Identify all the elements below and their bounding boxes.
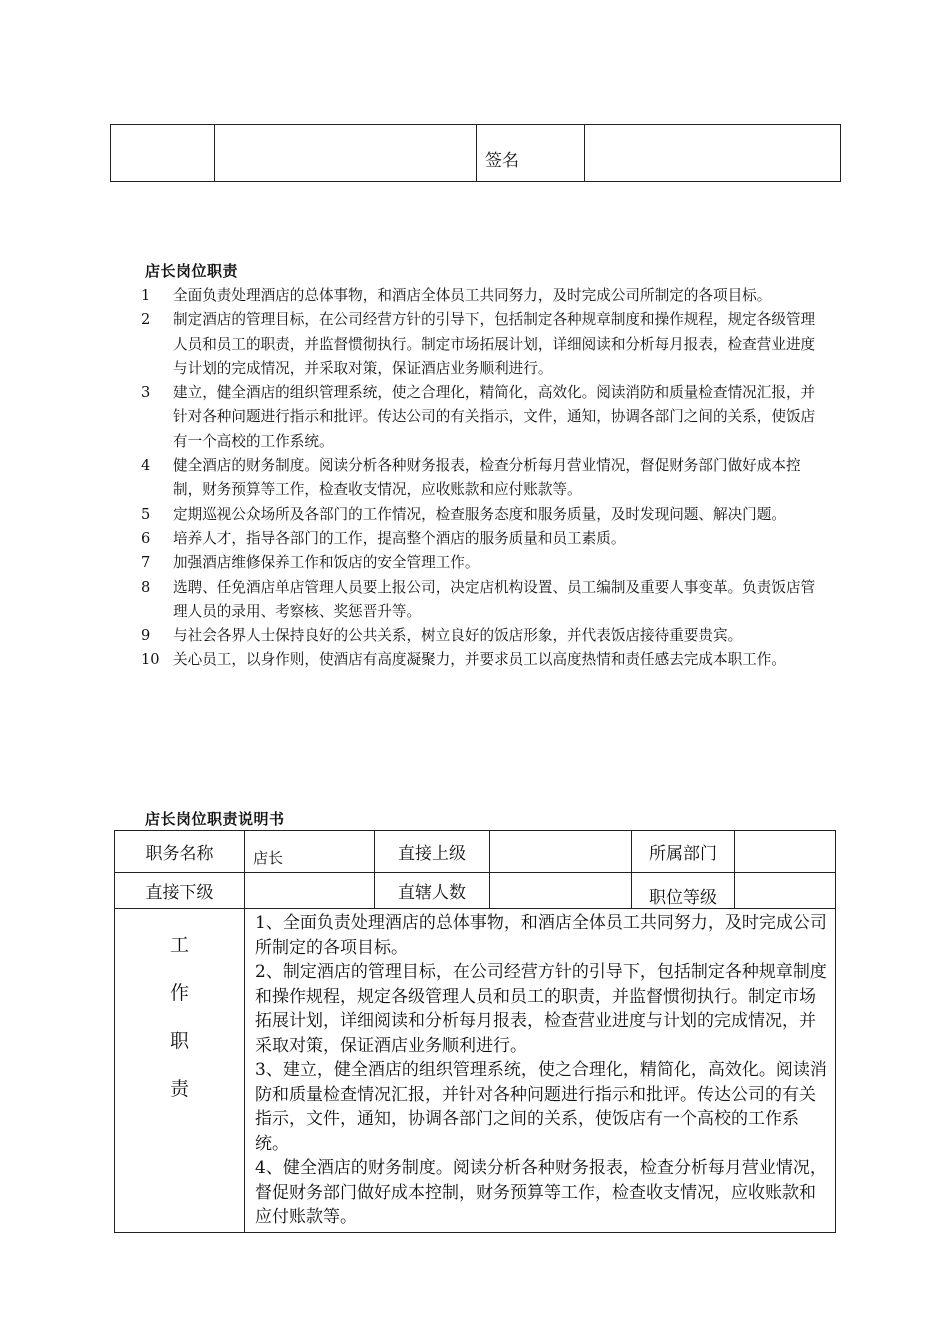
duty-text: 制定酒店的管理目标，在公司经营方针的引导下，包括制定各种规章制度和操作规程，规定各级管理人员和员工的职责，并监督惯彻执行。制定市场拓展计划，详细阅读和分析每月报表，检查营业进度与计划的完成情况，并采取对策，保证酒店业务顺利进行。 <box>173 311 816 377</box>
duty-number: 8 <box>141 578 151 596</box>
duty-number: 7 <box>141 554 151 572</box>
duties-label <box>115 909 245 1233</box>
duty-number: 1 <box>141 287 151 304</box>
direct-superior-value <box>490 831 632 873</box>
duty-number: 2 <box>141 311 151 329</box>
duty-text: 健全酒店的财务制度。阅读分析各种财务报表，检查分析每月营业情况，督促财务部门做好成本控制，财务预算等工作，检查收支情况，应收账款和应付账款等。 <box>173 457 801 499</box>
duty-item <box>141 527 821 551</box>
duty-text: 加强酒店维修保养工作和饭店的安全管理工作。 <box>173 554 480 572</box>
duty-number: 10 <box>141 651 160 669</box>
duty-text: 与社会各界人士保持良好的公共关系，树立良好的饭店形象，并代表饭店接待重要贵宾。 <box>173 627 743 645</box>
duty-number: 4 <box>141 457 151 475</box>
duties-list <box>141 284 821 673</box>
job-level-label: 职位等级 <box>632 873 735 909</box>
duty-item <box>141 308 821 381</box>
signature-value-cell <box>585 125 841 182</box>
job-level-value <box>735 873 836 909</box>
subordinate-count-value <box>490 873 632 909</box>
duties-label-char: 职 <box>169 1030 189 1052</box>
job-description-title: 店长岗位职责说明书 <box>145 810 285 828</box>
duty-item <box>141 503 821 527</box>
job-description-table <box>114 830 836 1233</box>
duty-number: 5 <box>141 505 151 523</box>
duty-paragraph: 4、健全酒店的财务制度。阅读分析各种财务报表，检查分析每月营业情况，督促财务部门做好成本控制，财务预算等工作，检查收支情况，应收账款和应付账款等。 <box>255 1158 827 1227</box>
duty-item <box>141 454 821 503</box>
duty-item <box>141 624 821 648</box>
direct-subordinate-label: 直接下级 <box>115 873 245 909</box>
duty-number: 9 <box>141 627 151 645</box>
subordinate-count-label: 直辖人数 <box>375 873 490 909</box>
signature-label: 签名 <box>477 125 585 182</box>
job-title-label: 职务名称 <box>115 831 245 873</box>
department-value <box>735 831 836 873</box>
signature-table <box>110 124 841 182</box>
signature-table-cell <box>215 125 477 182</box>
duty-text: 定期巡视公众场所及各部门的工作情况，检查服务态度和服务质量，及时发现问题、解决门题。 <box>173 505 786 523</box>
duties-label-char: 工 <box>169 934 189 956</box>
duties-label-char: 责 <box>169 1078 189 1100</box>
duty-item <box>141 551 821 575</box>
direct-superior-label: 直接上级 <box>375 831 490 873</box>
duty-item <box>141 381 821 454</box>
direct-subordinate-value <box>245 873 375 909</box>
duty-item <box>141 648 821 672</box>
duty-paragraph: 2、制定酒店的管理目标，在公司经营方针的引导下，包括制定各种规章制度和操作规程，规定各级管理人员和员工的职责，并监督惯彻执行。制定市场拓展计划，详细阅读和分析每月报表，检查营业进度与计划的完成情况，并采取对策，保证酒店业务顺利进行。 <box>255 962 827 1056</box>
duty-text: 培养人才，指导各部门的工作，提高整个酒店的服务质量和员工素质。 <box>173 529 626 547</box>
duty-text: 关心员工，以身作则，使酒店有高度凝聚力，并要求员工以高度热情和责任感去完成本职工作。 <box>173 651 786 669</box>
duty-paragraph: 3、建立，健全酒店的组织管理系统，使之合理化，精简化，高效化。阅读消防和质量检查情况汇报，并针对各种问题进行指示和批评。传达公司的有关指示，文件，通知，协调各部门之间的关系，使饭店有一个高校的工作系统。 <box>255 1060 827 1154</box>
duty-paragraph: 1、全面负责处理酒店的总体事物，和酒店全体员工共同努力，及时完成公司所制定的各项目标。 <box>255 913 827 958</box>
duty-number: 3 <box>141 384 151 402</box>
duty-number: 6 <box>141 529 151 547</box>
duty-item <box>141 576 821 625</box>
duties-label-char: 作 <box>169 982 189 1004</box>
duty-text: 全面负责处理酒店的总体事物，和酒店全体员工共同努力，及时完成公司所制定的各项目标。 <box>173 287 772 304</box>
duties-content <box>245 909 836 1233</box>
duty-item <box>141 284 821 308</box>
department-label: 所属部门 <box>632 831 735 873</box>
duty-text: 选聘、任免酒店单店管理人员要上报公司，决定店机构设置、员工编制及重要人事变革。负责饭店管理人员的录用、考察核、奖惩晋升等。 <box>173 578 816 620</box>
signature-table-cell <box>111 125 215 182</box>
job-title-value: 店长 <box>245 831 375 873</box>
duty-text: 建立，健全酒店的组织管理系统，使之合理化，精简化，高效化。阅读消防和质量检查情况汇报，并针对各种问题进行指示和批评。传达公司的有关指示，文件，通知，协调各部门之间的关系，使饭店有一个高校的工作系统。 <box>173 384 816 450</box>
duties-section-title: 店长岗位职责 <box>145 262 239 280</box>
